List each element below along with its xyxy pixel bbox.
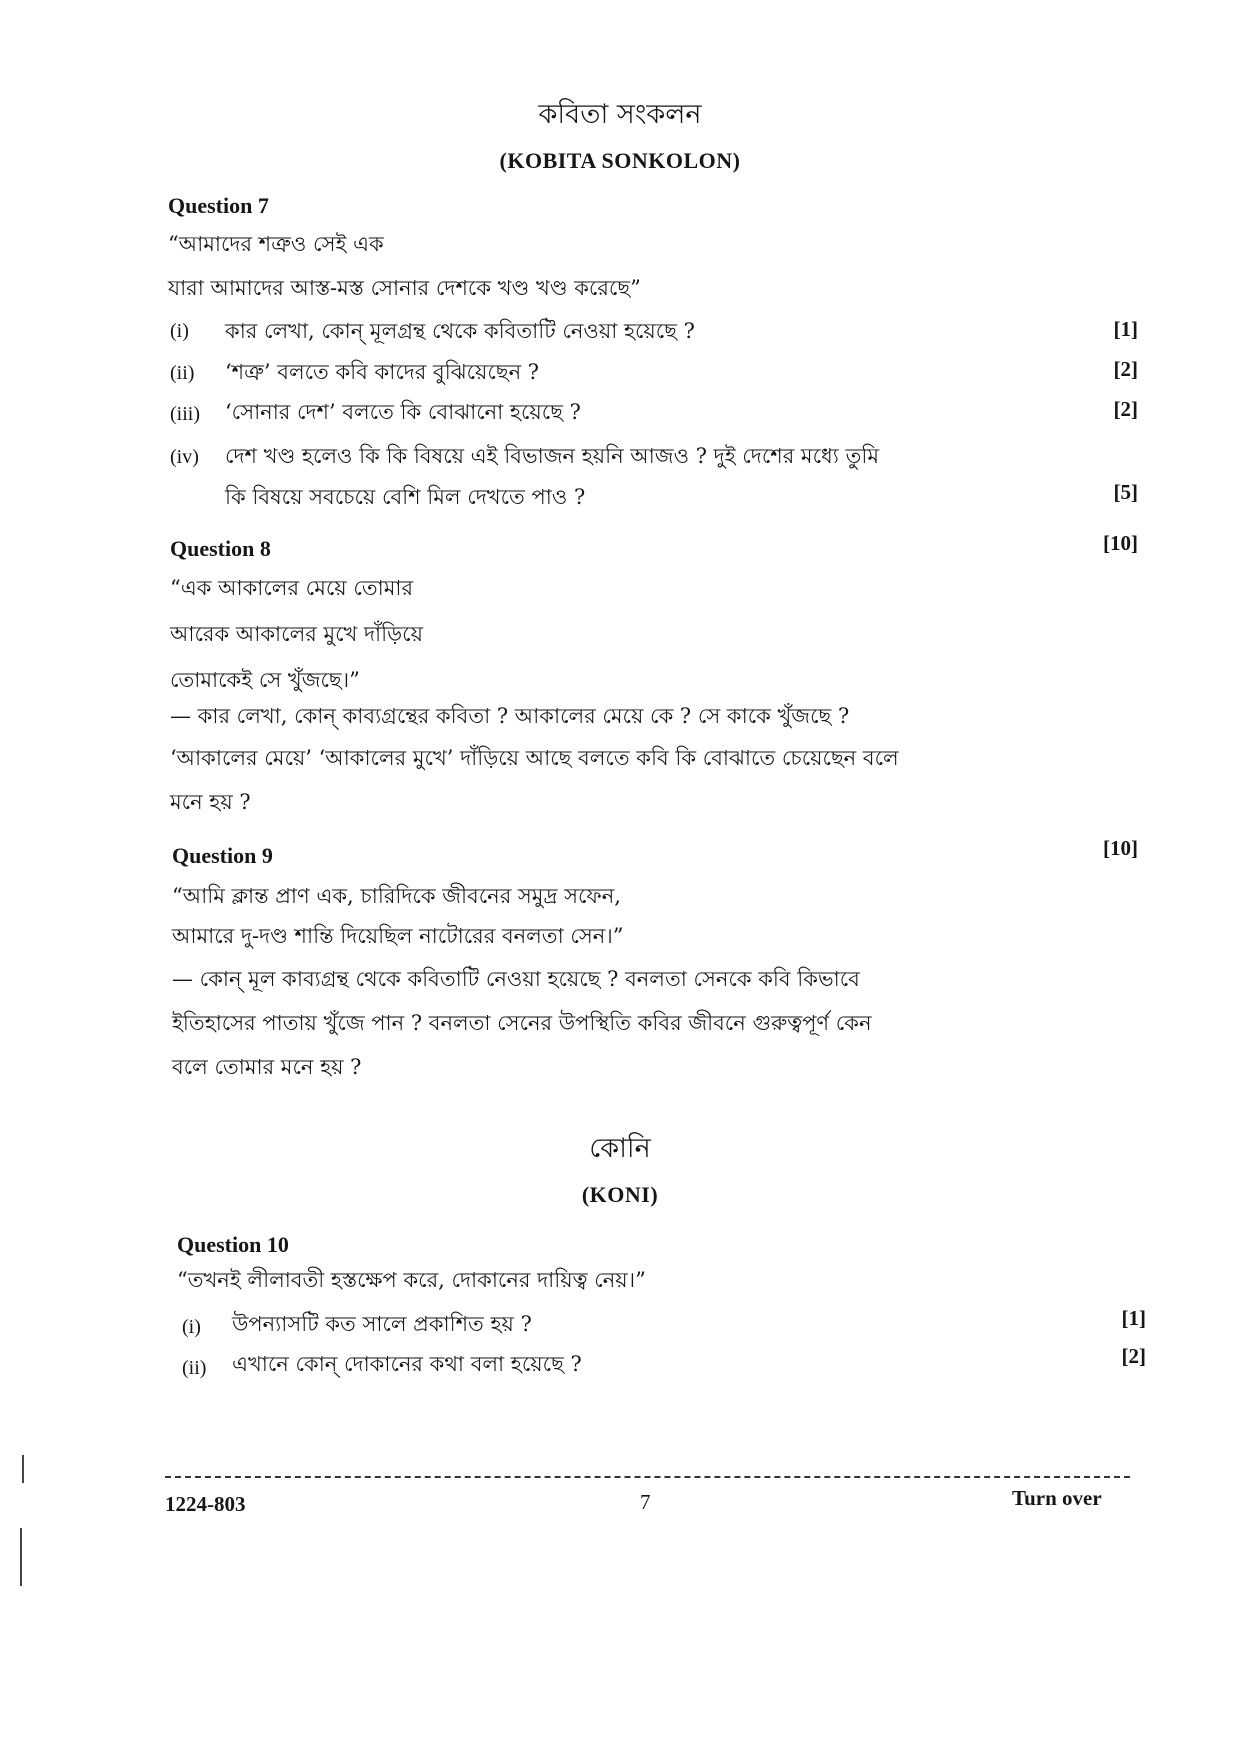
footer-paper-code: 1224-803 xyxy=(165,1492,246,1516)
q10-quote: “তখনই লীলাবতী হস্তক্ষেপ করে, দোকানের দায়িত্ব নেয়।” xyxy=(177,1268,646,1292)
q8-question-line-2: ‘আকালের মেয়ে’ ‘আকালের মুখে’ দাঁড়িয়ে আছে বলতে কবি কি বোঝাতে চেয়েছেন বলে xyxy=(170,746,899,770)
q7-part-iv-number: (iv) xyxy=(170,446,199,468)
q10-part-i-mark: [1] xyxy=(1121,1306,1146,1330)
q10-part-ii-text: এখানে কোন্ দোকানের কথা বলা হয়েছে ? xyxy=(232,1352,582,1376)
footer-page-number: 7 xyxy=(640,1490,651,1514)
q8-quote-line-3: তোমাকেই সে খুঁজছে।” xyxy=(170,668,360,692)
scan-mark xyxy=(22,1455,24,1483)
q7-part-i-number: (i) xyxy=(170,320,189,342)
q7-part-ii-number: (ii) xyxy=(170,362,195,384)
q10-part-i-number: (i) xyxy=(182,1316,201,1338)
q8-mark: [10] xyxy=(1103,531,1138,555)
q7-quote-line-2: যারা আমাদের আস্ত-মস্ত সোনার দেশকে খণ্ড খণ্ড করেছে” xyxy=(168,276,641,300)
q9-question-line-1: — কোন্ মূল কাব্যগ্রন্থ থেকে কবিতাটি নেওয়া হয়েছে ? বনলতা সেনকে কবি কিভাবে xyxy=(172,967,860,991)
q7-part-i-text: কার লেখা, কোন্ মূলগ্রন্থ থেকে কবিতাটি নেওয়া হয়েছে ? xyxy=(225,319,695,343)
q10-part-ii-mark: [2] xyxy=(1121,1344,1146,1368)
q9-question-line-2: ইতিহাসের পাতায় খুঁজে পান ? বনলতা সেনের উপস্থিতি কবির জীবনে গুরুত্বপূর্ণ কেন xyxy=(172,1011,872,1035)
q7-part-i-mark: [1] xyxy=(1113,317,1138,341)
q7-part-ii-text: ‘শত্রু’ বলতে কবি কাদের বুঝিয়েছেন ? xyxy=(225,360,540,384)
q7-part-iv-mark: [5] xyxy=(1113,480,1138,504)
q8-question-line-1: — কার লেখা, কোন্ কাব্যগ্রন্থের কবিতা ? আকালের মেয়ে কে ? সে কাকে খুঁজছে ? xyxy=(170,704,850,728)
q10-part-i-text: উপন্যাসটি কত সালে প্রকাশিত হয় ? xyxy=(232,1312,532,1336)
question-9-heading: Question 9 xyxy=(172,843,273,868)
q7-part-iv-text: দেশ খণ্ড হলেও কি কি বিষয়ে এই বিভাজন হয়নি আজও ? দুই দেশের মধ্যে তুমি xyxy=(225,444,879,468)
q8-question-line-3: মনে হয় ? xyxy=(170,790,251,814)
section-subtitle-kobita: (KOBITA SONKOLON) xyxy=(499,148,741,173)
q9-question-line-3: বলে তোমার মনে হয় ? xyxy=(172,1055,362,1079)
q9-mark: [10] xyxy=(1103,836,1138,860)
section-subtitle-koni: (KONI) xyxy=(581,1182,659,1207)
q10-part-ii-number: (ii) xyxy=(182,1357,207,1379)
footer-divider xyxy=(165,1476,1130,1478)
q7-part-iii-mark: [2] xyxy=(1113,397,1138,421)
q7-part-iii-number: (iii) xyxy=(170,403,200,425)
section-title-kobita: কবিতা সংকলন xyxy=(538,99,702,130)
q7-part-ii-mark: [2] xyxy=(1113,357,1138,381)
q9-quote-line-2: আমারে দু-দণ্ড শান্তি দিয়েছিল নাটোরের বনলতা সেন।” xyxy=(172,924,624,948)
q7-part-iii-text: ‘সোনার দেশ’ বলতে কি বোঝানো হয়েছে ? xyxy=(225,400,581,424)
footer-turn-over: Turn over xyxy=(1012,1486,1102,1510)
q8-quote-line-1: “এক আকালের মেয়ে তোমার xyxy=(170,576,414,600)
q7-quote-line-1: “আমাদের শত্রুও সেই এক xyxy=(168,232,384,256)
scan-mark xyxy=(20,1528,22,1586)
question-10-heading: Question 10 xyxy=(177,1232,289,1257)
section-title-koni: কোনি xyxy=(589,1133,651,1164)
q9-quote-line-1: “আমি ক্লান্ত প্রাণ এক, চারিদিকে জীবনের সমুদ্র সফেন, xyxy=(172,884,621,908)
q8-quote-line-2: আরেক আকালের মুখে দাঁড়িয়ে xyxy=(170,622,423,646)
question-8-heading: Question 8 xyxy=(170,536,271,561)
q7-part-iv-text-continued: কি বিষয়ে সবচেয়ে বেশি মিল দেখতে পাও ? xyxy=(225,485,586,509)
question-7-heading: Question 7 xyxy=(168,193,269,218)
